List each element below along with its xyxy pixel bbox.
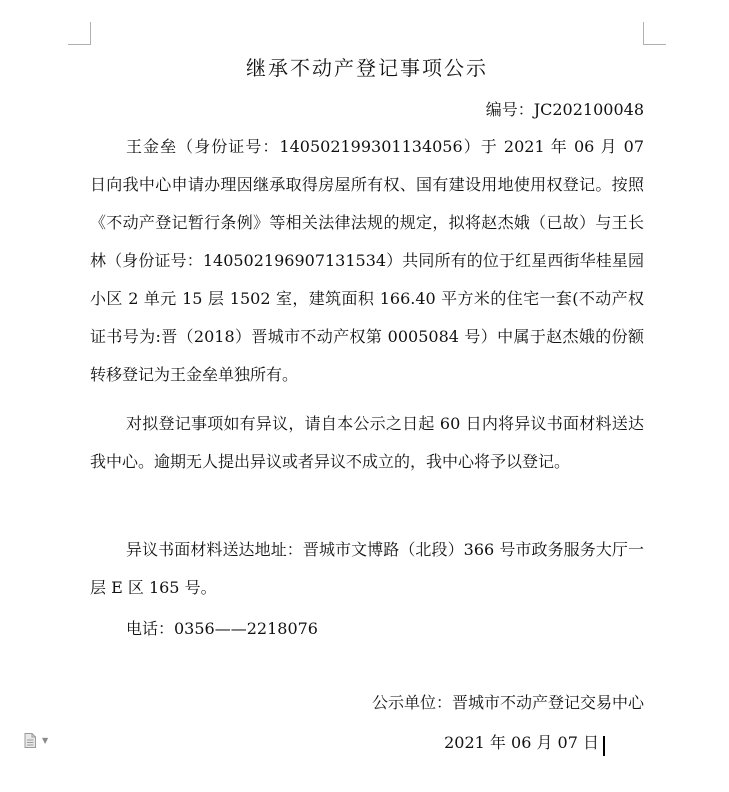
paragraph-objection: 对拟登记事项如有异议，请自本公示之日起 60 日内将异议书面材料送达我中心。逾期无人提出异议或者异议不成立的，我中心将予以登记。 xyxy=(90,414,644,471)
page-corner-marker-top-left xyxy=(68,22,91,45)
paragraph-phone: 电话：0356——2218076 xyxy=(126,619,318,638)
publish-date: 2021 年 06 月 07 日 xyxy=(444,733,599,752)
document-title: 继承不动产登记事项公示 xyxy=(246,56,488,80)
paragraph-application: 王金垒（身份证号：140502199301134056）于 2021 年 06 月 07 日向我中心申请办理因继承取得房屋所有权、国有建设用地使用权登记。按照《不动产登记暂行条例》等相关法律法规的规定，拟将赵杰娥（已故）与王长林（身份证号：140502196907131534）共同所有的位于红星西街华桂星园小区 2 单元 15 层 1502 室，建筑面积 166.40 平方米的住宅一套(不动产权证书号为:晋（2018）晋城市不动产权第 0005084 号）中属于赵杰娥的份额转移登记为王金垒单独所有。 xyxy=(90,137,644,384)
page-corner-marker-top-right xyxy=(643,22,666,45)
document-icon[interactable] xyxy=(24,732,38,748)
chevron-down-icon[interactable]: ▼ xyxy=(42,736,49,745)
document-number: 编号：JC202100048 xyxy=(485,100,644,119)
paragraph-address: 异议书面材料送达地址：晋城市文博路（北段）366 号市政务服务大厅一层 E 区 165 号。 xyxy=(90,540,644,597)
publishing-unit: 公示单位：晋城市不动产登记交易中心 xyxy=(371,693,644,712)
text-cursor xyxy=(603,736,605,756)
